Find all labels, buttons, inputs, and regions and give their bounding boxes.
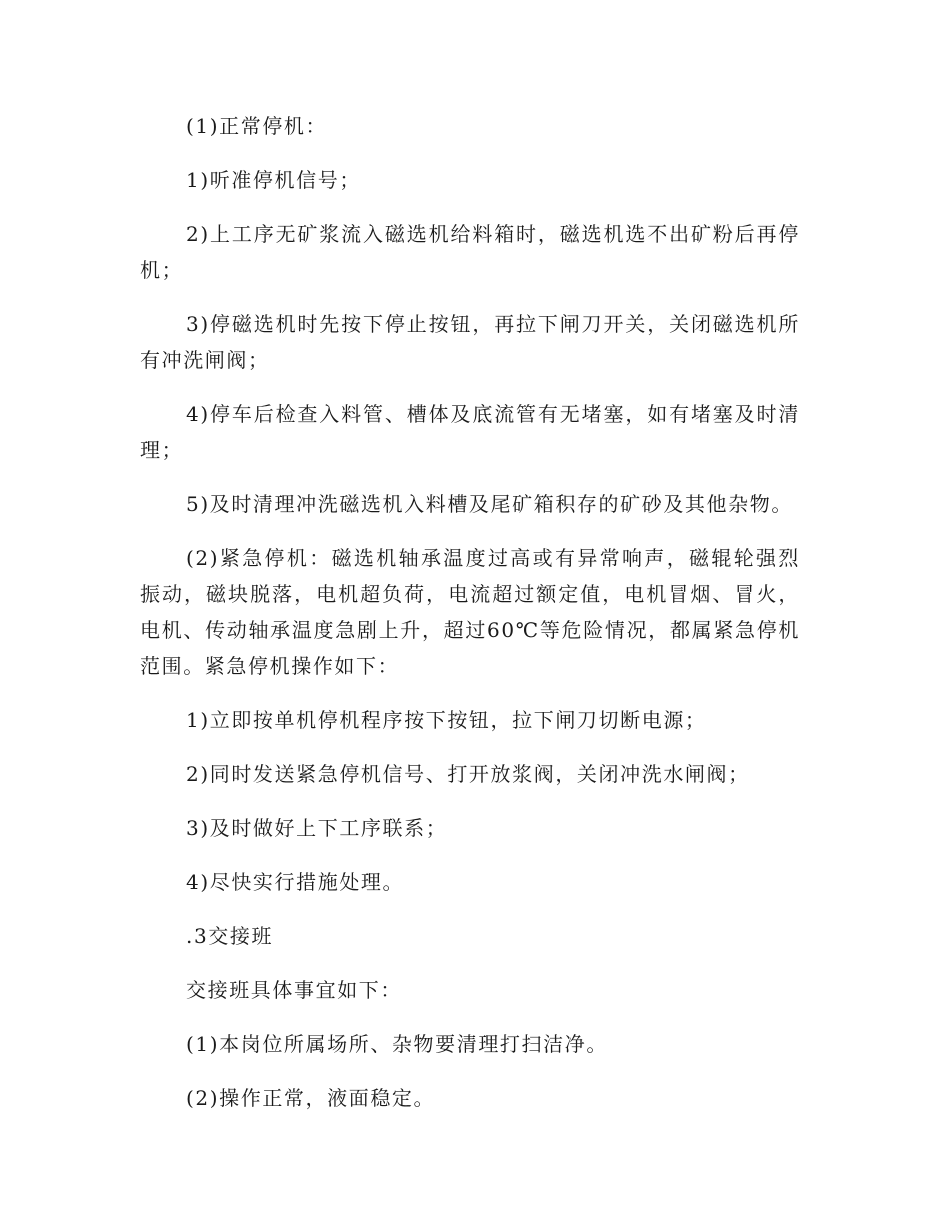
normal-shutdown-step-1: 1)听准停机信号；	[186, 168, 361, 192]
shift-handover-item-1: (1)本岗位所属场所、杂物要清理打扫洁净。	[186, 1032, 608, 1056]
shift-handover-item-2: (2)操作正常，液面稳定。	[186, 1086, 436, 1110]
emergency-shutdown-paragraph: (2)紧急停机：磁选机轴承温度过高或有异常响声，磁辊轮强烈振动，磁块脱落，电机超负荷，电流超过额定值，电机冒烟、冒火，电机、传动轴承温度急剧上升，超过60℃等危险情况，都属紧急停机范围。紧急停机操作如下：	[140, 546, 800, 678]
normal-shutdown-step-5: 5)及时清理冲洗磁选机入料槽及尾矿箱积存的矿砂及其他杂物。	[186, 492, 793, 516]
shift-handover-heading: .3交接班	[186, 924, 274, 948]
emergency-shutdown-step-3: 3)及时做好上下工序联系；	[186, 816, 448, 840]
emergency-shutdown-step-1: 1)立即按单机停机程序按下按钮，拉下闸刀切断电源；	[186, 708, 707, 732]
normal-shutdown-step-4: 4)停车后检查入料管、槽体及底流管有无堵塞，如有堵塞及时清理；	[140, 402, 800, 462]
shift-handover-intro: 交接班具体事宜如下：	[186, 978, 402, 1002]
normal-shutdown-step-2: 2)上工序无矿浆流入磁选机给料箱时，磁选机选不出矿粉后再停机；	[140, 222, 800, 282]
emergency-shutdown-step-4: 4)尽快实行措施处理。	[186, 870, 405, 894]
emergency-shutdown-step-2: 2)同时发送紧急停机信号、打开放浆阀，关闭冲洗水闸阀；	[186, 762, 750, 786]
normal-shutdown-heading: (1)正常停机：	[186, 114, 328, 138]
normal-shutdown-step-3: 3)停磁选机时先按下停止按钮，再拉下闸刀开关，关闭磁选机所有冲洗闸阀；	[140, 312, 800, 372]
document-page	[140, 108, 800, 1134]
